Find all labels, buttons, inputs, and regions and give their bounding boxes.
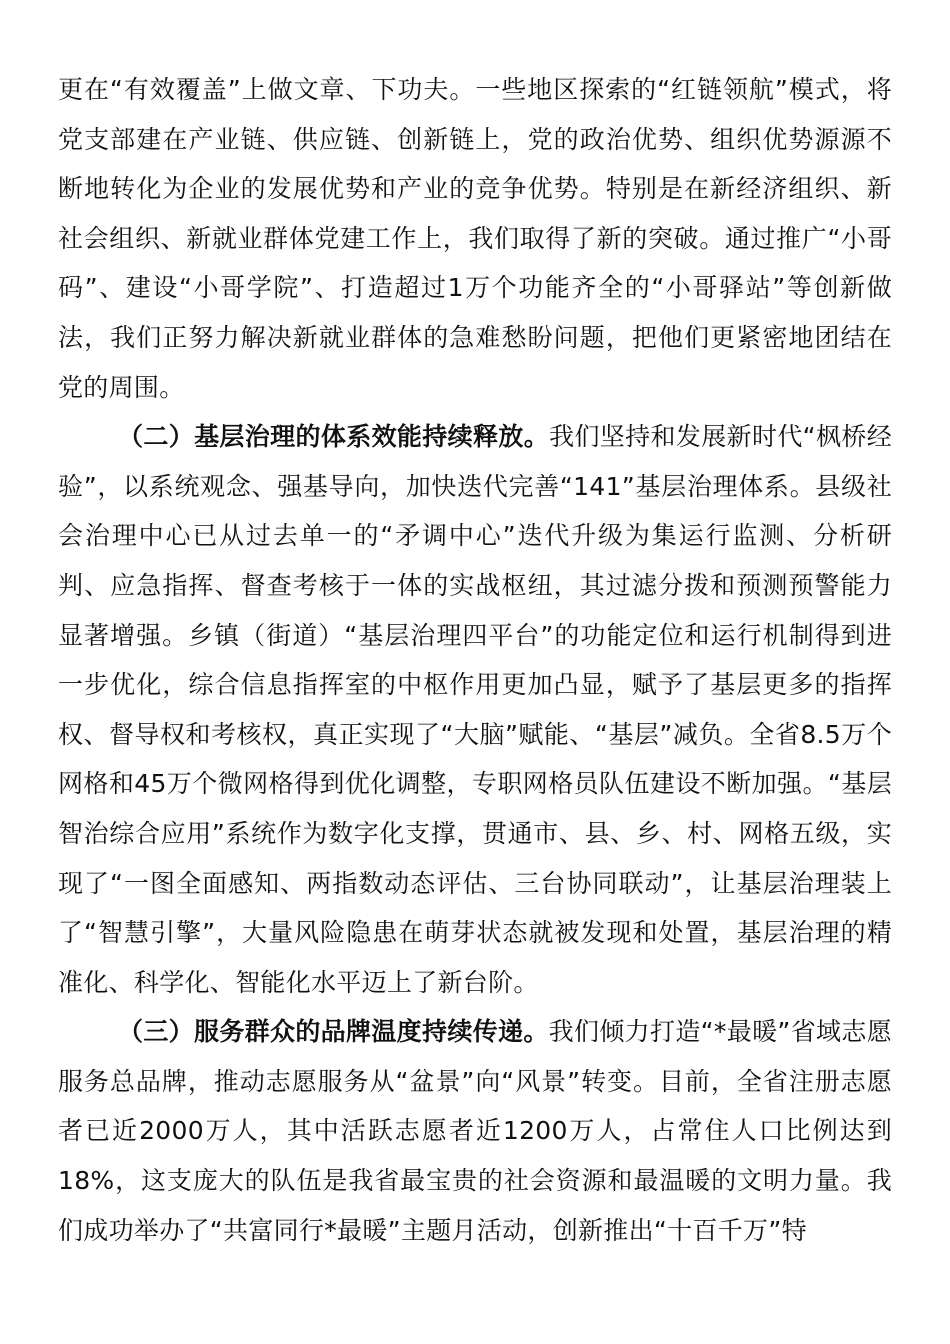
paragraph-2 (58, 412, 892, 1007)
paragraph-2-text: 我们坚持和发展新时代“枫桥经验”，以系统观念、强基导向，加快迭代完善“141”基层治理体系。县级社会治理中心已从过去单一的“矛调中心”迭代升级为集运行监测、分析研判、应急指挥、督查考核于一体的实战枢纽，其过滤分拨和预测预警能力显著增强。乡镇（街道）“基层治理四平台”的功能定位和运行机制得到进一步优化，综合信息指挥室的中枢作用更加凸显，赋予了基层更多的指挥权、督导权和考核权，真正实现了“大脑”赋能、“基层”减负。全省8.5万个网格和45万个微网格得到优化调整，专职网格员队伍建设不断加强。“基层智治综合应用”系统作为数字化支撑，贯通市、县、乡、村、网格五级，实现了“一图全面感知、两指数动态评估、三台协同联动”，让基层治理装上了“智慧引擎”，大量风险隐患在萌芽状态就被发现和处置，基层治理的精准化、科学化、智能化水平迈上了新台阶。 (58, 422, 892, 997)
paragraph-3 (58, 1007, 892, 1255)
document-page (58, 65, 892, 1255)
section-heading-3: （三）服务群众的品牌温度持续传递。 (118, 1017, 549, 1047)
paragraph-3-text: 我们倾力打造“*最暖”省域志愿服务总品牌，推动志愿服务从“盆景”向“风景”转变。目前，全省注册志愿者已近2000万人，其中活跃志愿者近1200万人，占常住人口比例达到18%，这支庞大的队伍是我省最宝贵的社会资源和最温暖的文明力量。我们成功举办了“共富同行*最暖”主题月活动，创新推出“十百千万”特 (58, 1017, 893, 1245)
paragraph-1-text: 更在“有效覆盖”上做文章、下功夫。一些地区探索的“红链领航”模式，将党支部建在产业链、供应链、创新链上，党的政治优势、组织优势源源不断地转化为企业的发展优势和产业的竞争优势。特别是在新经济组织、新社会组织、新就业群体党建工作上，我们取得了新的突破。通过推广“小哥码”、建设“小哥学院”、打造超过1万个功能齐全的“小哥驿站”等创新做法，我们正努力解决新就业群体的急难愁盼问题，把他们更紧密地团结在党的周围。 (58, 75, 892, 402)
section-heading-2: （二）基层治理的体系效能持续释放。 (118, 422, 550, 452)
paragraph-1 (58, 65, 892, 412)
